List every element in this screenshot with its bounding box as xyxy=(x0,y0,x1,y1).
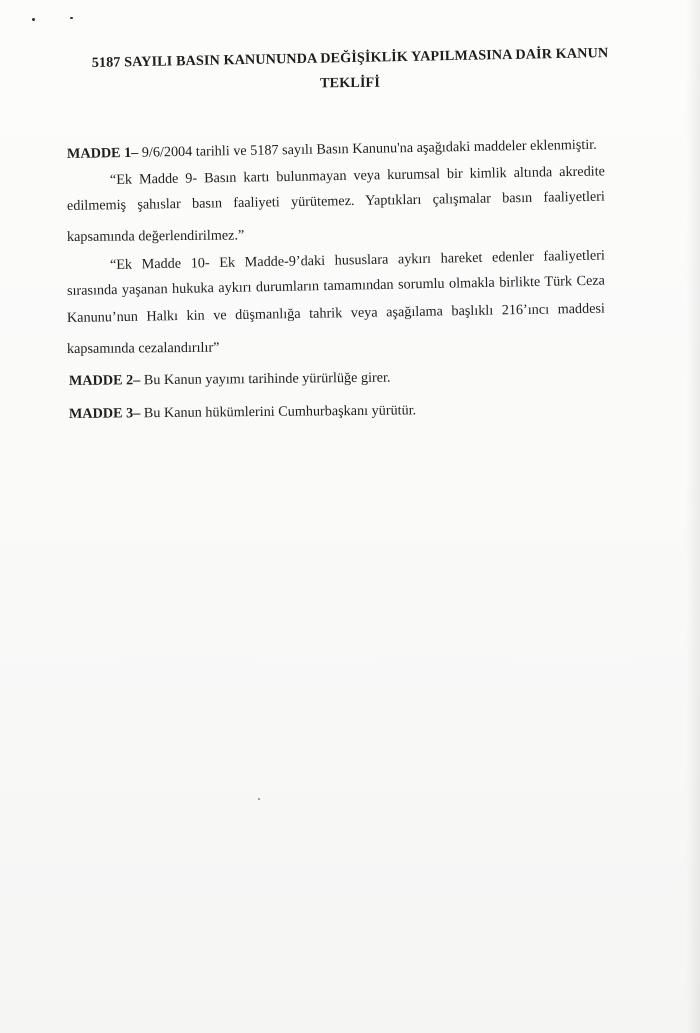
scan-speck xyxy=(32,18,35,21)
article-1 xyxy=(67,137,597,163)
article-2-label: MADDE 2– xyxy=(68,372,141,389)
article-3 xyxy=(69,402,416,423)
scan-speck xyxy=(258,798,260,800)
ek-madde-10-line-3: Kanunu’nun Halkı kin ve düşmanlığa tahrik veya aşağılama başlıklı 216’ıncı maddesi xyxy=(66,300,606,326)
article-3-text: Bu Kanun hükümlerini Cumhurbaşkanı yürütür. xyxy=(140,402,417,422)
ek-madde-10-line-2: sırasında yaşanan hukuka aykırı durumların tamamından sorumlu olmakla birlikte Türk Ceza xyxy=(66,272,606,299)
document-title: 5187 SAYILI BASIN KANUNUNDA DEĞİŞİKLİK YAPILMASINA DAİR KANUN xyxy=(91,45,609,71)
ek-madde-9-line-2: edilmemiş şahıslar basın faaliyeti yürütemez. Yaptıkları çalışmalar basın faaliyetleri xyxy=(66,188,606,214)
scan-speck xyxy=(70,17,73,19)
ek-madde-9-line-3: kapsamında değerlendirilmez.” xyxy=(66,227,245,245)
ek-madde-9-line-1: “Ek Madde 9- Basın kartı bulunmayan veya kurumsal bir kimlik altında akredite xyxy=(109,163,606,188)
article-1-label: MADDE 1– xyxy=(66,144,139,162)
ek-madde-10-line-1: “Ek Madde 10- Ek Madde-9’daki hususlara aykırı hareket edenler faaliyetleri xyxy=(109,247,606,273)
article-3-label: MADDE 3– xyxy=(68,405,141,422)
page-edge-shadow xyxy=(686,0,700,1033)
article-1-text: 9/6/2004 tarihli ve 5187 sayılı Basın Kanunu'na aşağıdaki maddeler eklenmiştir. xyxy=(138,136,597,161)
ek-madde-10-line-4: kapsamında cezalandırılır” xyxy=(66,339,220,357)
article-2 xyxy=(69,370,391,390)
article-2-text: Bu Kanun yayımı tarihinde yürürlüğe girer. xyxy=(140,369,391,389)
document-title-continued: TEKLİFİ xyxy=(319,74,380,92)
